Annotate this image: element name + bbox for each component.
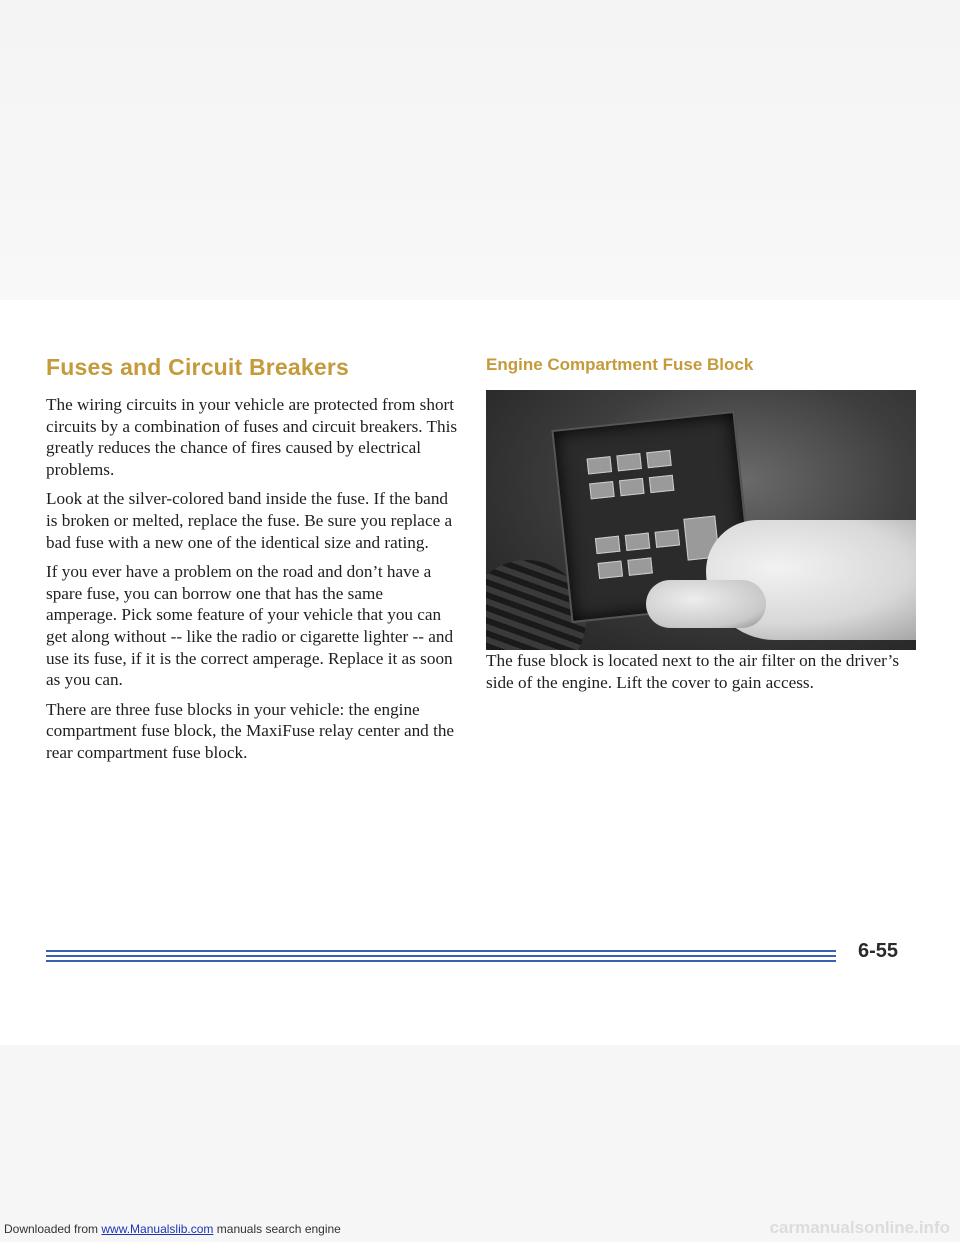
footer-rules — [0, 950, 960, 970]
top-margin — [0, 0, 960, 300]
right-column — [486, 352, 916, 701]
finger-shape — [646, 580, 766, 628]
fuse-shape — [587, 456, 613, 474]
manualslib-link[interactable]: www.Manualslib.com — [101, 1222, 214, 1236]
rule-line — [46, 955, 836, 957]
paragraph-1: The wiring circuits in your vehicle are protected from short circuits by a combination of fuses and circuit breakers. This greatly reduces the chance of fires caused by electrical problems. — [46, 395, 458, 479]
bottom-margin — [0, 1045, 960, 1242]
fuse-shape — [625, 533, 651, 551]
fuse-shape — [619, 478, 645, 496]
fuse-shape — [616, 453, 642, 471]
paragraph-2: Look at the silver-colored band inside the fuse. If the band is broken or melted, replace the fuse. Be sure you replace a bad fuse with a new one of the identical size and rating. — [46, 489, 453, 552]
fuse-shape — [646, 450, 672, 468]
fuse-block-photo — [486, 390, 916, 650]
fuse-shape — [627, 557, 653, 575]
rule-line — [46, 960, 836, 962]
rule-line — [46, 950, 836, 952]
paragraph-3: If you ever have a problem on the road and don’t have a spare fuse, you can borrow one that has the same amperage. Pick some feature of your vehicle that you can get along without -- like the radio or cigarette lighter -- and use its fuse, if it is the correct amperage. Replace it as soon as you can. — [46, 562, 454, 690]
download-footer — [4, 1222, 341, 1236]
fuse-shape — [595, 536, 621, 554]
subsection-title: Engine Compartment Fuse Block — [486, 355, 754, 374]
fuse-shape — [655, 529, 681, 547]
paragraph-4: There are three fuse blocks in your vehicle: the engine compartment fuse block, the MaxiFuse relay center and the rear compartment fuse block. — [46, 699, 455, 762]
section-title: Fuses and Circuit Breakers — [46, 354, 350, 380]
watermark: carmanualsonline.info — [769, 1218, 950, 1237]
left-column — [46, 352, 458, 772]
footer-prefix: Downloaded from — [4, 1222, 102, 1236]
photo-caption: The fuse block is located next to the air filter on the driver’s side of the engine. Lift the cover to gain access. — [486, 651, 900, 692]
fuse-shape — [598, 561, 624, 579]
page-number: 6-55 — [857, 940, 898, 962]
fuse-shape — [589, 481, 615, 499]
footer-suffix: manuals search engine — [213, 1222, 341, 1236]
fuse-shape — [649, 475, 675, 493]
